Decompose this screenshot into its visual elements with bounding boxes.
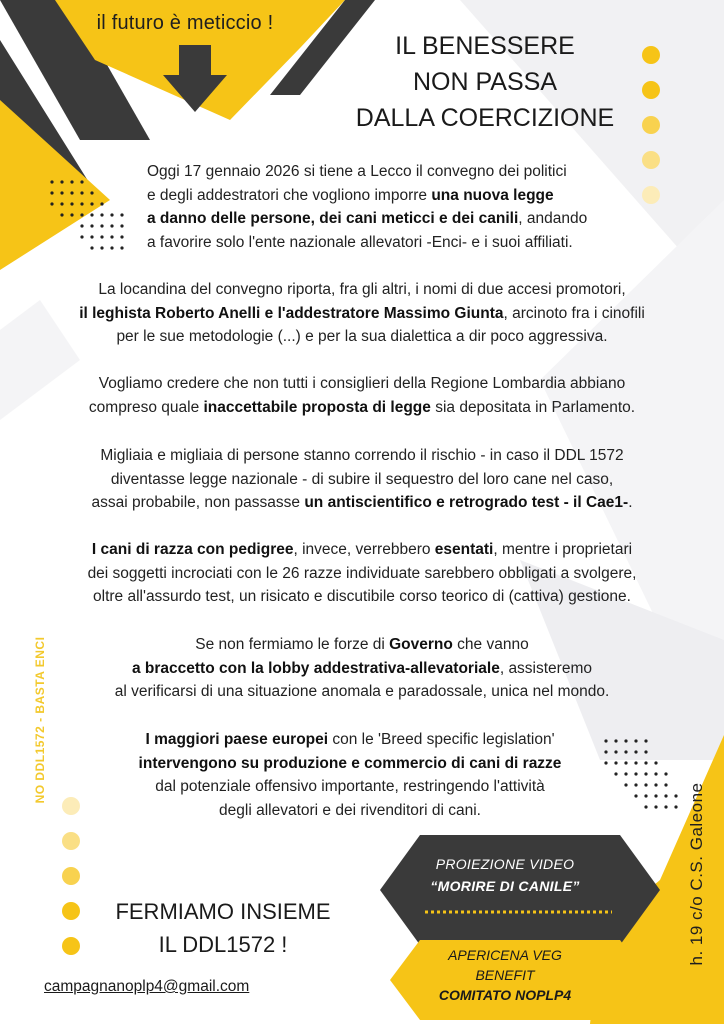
p3-line-2-text-c: sia depositata in Parlamento.	[430, 398, 636, 416]
p1-line-2	[147, 184, 587, 208]
paragraph-7	[95, 728, 605, 822]
title-line-3: DALLA COERCIZIONE	[355, 104, 615, 132]
video-title: “MORIRE DI CANILE”	[430, 878, 580, 894]
p1-line-3-bold: a danno delle persone, dei cani meticci e dei canili	[147, 210, 519, 227]
p5-line-3: oltre all'assurdo test, un risicato e discutibile corso teorico di (cattiva) gestione.	[93, 588, 631, 605]
p6-line-2-bold: a braccetto con la lobby addestrativa-allevatoriale	[131, 659, 500, 677]
p2-line-3: per le sue metodologie (...) e per la sua dialettica a dir poco aggressiva.	[116, 328, 608, 345]
p2-line-2	[12, 302, 712, 326]
p7-line-3: dal potenziale offensivo importante, restringendo l'attività	[155, 778, 545, 795]
p5-line-1-bold-c: esentati	[434, 541, 494, 558]
page-title	[330, 28, 640, 136]
p4-line-1: Migliaia e migliaia di persone stanno correndo il rischio - in caso il DDL 1572	[100, 447, 624, 464]
aperi-line-3: COMITATO NOPLP4	[438, 987, 572, 1003]
p4-line-3	[12, 491, 712, 515]
p3-line-2	[12, 396, 712, 420]
p7-line-2-bold: intervengono su produzione e commercio di cani di razze	[138, 754, 562, 772]
yellow-dots-left	[62, 797, 80, 955]
video-screening-box	[385, 840, 625, 940]
p6-line-2-text: , assisteremo	[499, 659, 592, 677]
p5-line-1-bold-a: I cani di razza con pedigree	[91, 541, 294, 558]
p5-line-1	[12, 538, 712, 562]
paragraph-3	[12, 372, 712, 419]
title-line-1: IL BENESSERE	[395, 32, 575, 60]
cta-line-1: FERMIAMO INSIEME	[115, 899, 331, 924]
p1-line-3	[147, 207, 587, 231]
p6-line-1-text-a: Se non fermiamo le forze di	[195, 636, 390, 653]
p1-line-2-bold: una nuova legge	[431, 186, 554, 204]
p4-line-3-end: .	[628, 494, 633, 511]
tagline: il futuro è meticcio !	[96, 12, 274, 34]
p1-line-3-text: , andando	[518, 210, 588, 227]
p4-line-3-bold: un antiscientifico e retrogrado test - il Cae1-	[304, 494, 629, 511]
p5-line-2: dei soggetti incrociati con le 26 razze individuate sarebbero obbligati a svolgere,	[87, 564, 637, 582]
p2-line-2-bold: il leghista Roberto Anelli e l'addestratore Massimo Giunta	[79, 304, 504, 322]
side-slogan-left: NO DDL1572 - BASTA ENCI	[33, 636, 47, 804]
paragraph-5	[12, 538, 712, 609]
p4-line-2: diventasse legge nazionale - di subire il sequestro del loro cane nel caso,	[110, 470, 614, 488]
p7-line-1	[95, 728, 605, 752]
title-line-2: NON PASSA	[412, 68, 558, 96]
p7-line-1-text: con le 'Breed specific legislation'	[328, 731, 555, 748]
p6-line-1	[12, 633, 712, 657]
p6-line-2	[12, 657, 712, 681]
p2-line-1: La locandina del convegno riporta, fra gli altri, i nomi di due accesi promotori,	[98, 281, 626, 298]
p6-line-1-text-c: che vanno	[452, 636, 529, 653]
p7-line-4: degli allevatori e dei rivenditori di cani.	[219, 801, 481, 819]
p1-line-2-text: e degli addestratori che vogliono imporre	[147, 186, 432, 204]
p7-line-1-bold: I maggiori paese europei	[145, 731, 329, 748]
aperi-line-2: BENEFIT	[475, 967, 535, 983]
p4-line-3-text: assai probabile, non passasse	[91, 494, 305, 511]
p1-line-4: a favorire solo l'ente nazionale allevatori -Enci- e i suoi affiliati.	[147, 233, 573, 251]
p7-line-2	[95, 752, 605, 776]
p6-line-3: al verificarsi di una situazione anomala e paradossale, unica nel mondo.	[114, 683, 610, 700]
p1-line-1: Oggi 17 gennaio 2026 si tiene a Lecco il convegno dei politici	[147, 163, 567, 180]
event-time-location: h. 19 c/o C.S. Galeone	[687, 782, 706, 966]
call-to-action	[98, 895, 348, 961]
apericena-box	[395, 945, 615, 1005]
video-label: PROIEZIONE VIDEO	[435, 856, 575, 872]
paragraph-2	[12, 278, 712, 349]
email-link[interactable]: campagnanoplp4@gmail.com	[44, 978, 250, 995]
p3-line-2-text-a: compreso quale	[88, 398, 204, 416]
aperi-line-1: APERICENA VEG	[448, 947, 562, 963]
p5-line-1-text-d: , mentre i proprietari	[493, 541, 633, 558]
p3-line-1: Vogliamo credere che non tutti i consiglieri della Regione Lombardia abbiano	[98, 375, 626, 392]
p6-line-1-bold: Governo	[389, 636, 453, 653]
paragraph-4	[12, 444, 712, 515]
paragraph-6	[12, 633, 712, 704]
p2-line-2-text: , arcinoto fra i cinofili	[503, 304, 645, 322]
paragraph-1	[147, 160, 587, 254]
p5-line-1-text-b: , invece, verrebbero	[293, 541, 435, 558]
p3-line-2-bold: inaccettabile proposta di legge	[203, 398, 431, 416]
cta-line-2: IL DDL1572 !	[158, 932, 288, 957]
